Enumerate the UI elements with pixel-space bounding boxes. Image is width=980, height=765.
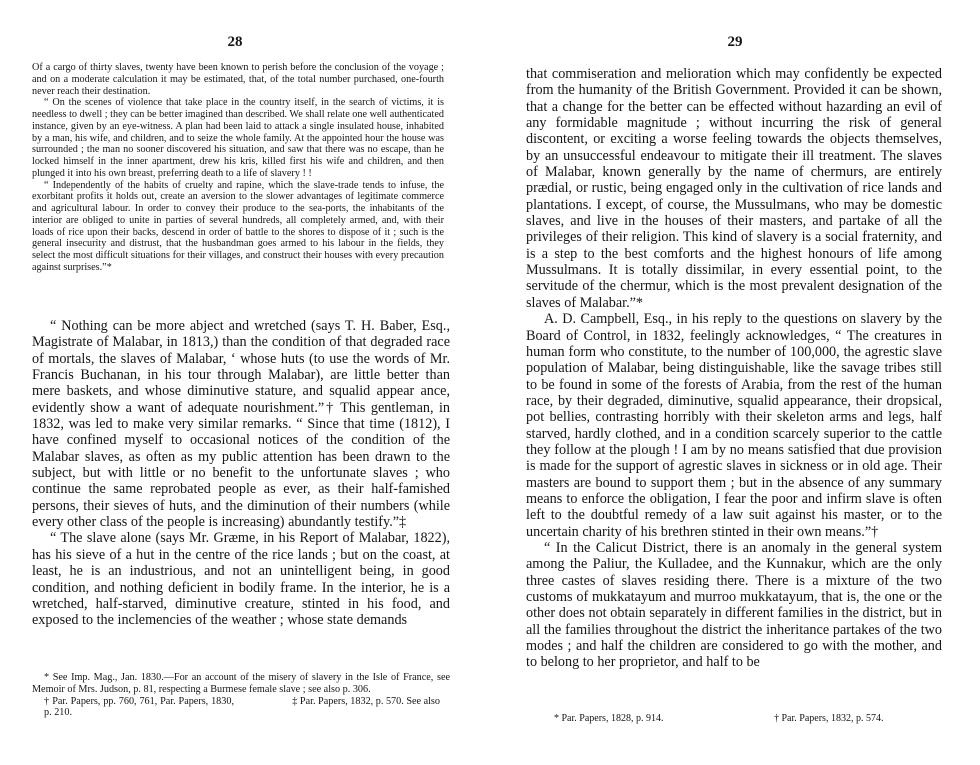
right-main-text <box>526 66 942 671</box>
footnote-dagger: † Par. Papers, pp. 760, 761, Par. Papers, 1830, p. 210. <box>44 695 234 719</box>
footnote-dagger: † Par. Papers, 1832, p. 574. <box>774 713 884 724</box>
paragraph: “ On the scenes of violence that take place in the country itself, in the search of victims, it is needless to dwell ; they can be better imagined than described. We shall relate one well authenticated instance, given by an eye-witness. A plan had been laid to attack a single insulated house, inhabited by a man, his wife, and children, and to seize the whole family. At the appointed hour the house was surrounded ; the man no sooner discovered his situation, and saw that there was no escape, than he locked himself in the inner apartment, drew his kris, killed first his wife and children, and then plunged it into his own breast, preferring death to a life of slavery ! ! <box>32 97 444 179</box>
footnote-star: * See Imp. Mag., Jan. 1830.—For an account of the misery of slavery in the Isle of France, see Memoir of Mrs. Judson, p. 81, respecting a Burmese female slave ; see also p. 306. <box>32 672 450 695</box>
footnote-line <box>32 696 450 720</box>
paragraph: A. D. Campbell, Esq., in his reply to the questions on slavery by the Board of Control, in 1832, feelingly acknowledges, “ The creatures in human form who constitute, to the number of 100,000, the agrestic slave population of Malabar, being distinguishable, like the savage tribes still to be found in some of the forests of Arabia, from the rest of the human race, by their degraded, diminutive, squalid appearance, their dropsical, pot bellies, contrasting horribly with their skeleton arms and legs, half starved, hardly clothed, and in a condition scarcely superior to the cattle they follow at the plough ! I am by no means satisfied that due provision is made for the support of agrestic slaves in sickness or in old age. Their masters are bound to support them ; but in the absence of any summary means to enforce the obligation, I fear the poor and infirm slave is often left to the doubtful remedy of a law suit against his master, or to the uncertain charity of his brethren stinted in their own means.”† <box>526 311 942 540</box>
left-main-text <box>32 318 450 629</box>
paragraph: Of a cargo of thirty slaves, twenty have been known to perish before the conclusion of the voyage ; and on a moderate calculation it may be estimated, that, of the total number purchased, one-fourth never reach their destination. <box>32 62 444 97</box>
right-page <box>490 0 980 765</box>
paragraph: “ Independently of the habits of cruelty and rapine, which the slave-trade tends to infuse, the exorbitant profits it holds out, create an aversion to the slower advantages of legitimate commerce and agricultural labour. In order to convey their produce to the sea-ports, the inhabitants of the interior are obliged to unite in parties of several hundreds, all completely armed, and, with their loads of rice upon their backs, descend in order of battle to the shores to dispose of it ; such is the general insecurity and distrust, that the husbandman goes armed to his labour in the fields, they select the most difficult situations for their villages, and construct their houses with every precaution against surprises.”* <box>32 179 444 273</box>
left-footnotes <box>32 672 450 719</box>
footnote-star: * Par. Papers, 1828, p. 914. <box>554 713 664 724</box>
paragraph: “ In the Calicut District, there is an anomaly in the general system among the Paliur, the Kulladee, and the Kunnakur, which are the only three castes of slaves residing there. There is a mixture of the two customs of mukkatayum and murroo mukkatayum, that is, the one or the other does not obtain separately in different families in the district, but in all the families throughout the district the inheritance partakes of the two modes ; and half the children are considered to go with the mother, and to belong to her proprietor, and half to be <box>526 539 942 671</box>
left-quoted-extract <box>32 62 444 274</box>
right-page-number: 29 <box>727 34 743 50</box>
paragraph: that commiseration and melioration which may confidently be expected from the humanity of the British Government. Provided it can be shown, that a change for the better can be effected without hazarding an evil of any formidable magnitude ; without incurring the risk of general discontent, or exciting a worse feeling towards the objects themselves, by an unsuccessful endeavour to mitigate their ill treatment. The slaves of Malabar, known generally by the name of chermurs, are entirely prædial, or rustic, being engaged only in the cultivation of rice lands and plantations. I except, of course, the Mussulmans, who may be domestic slaves, and live in the houses of their masters, and partake of all the privileges of their religion. This kind of slavery is a social fraternity, and is a step to the best comforts and the highest honours of life among Mussulmans. It is totally dissimilar, in every essential point, to the servitude of the chermur, which is the most prevalent designation of the slaves of Malabar.”* <box>526 66 942 311</box>
left-page-number: 28 <box>227 34 243 50</box>
footnote-double-dagger: ‡ Par. Papers, 1832, p. 570. See also <box>292 695 440 707</box>
right-footnotes <box>554 713 954 724</box>
paragraph: “ Nothing can be more abject and wretched (says T. H. Baber, Esq., Magistrate of Malabar, in 1813,) than the condition of that degraded race of mortals, the slaves of Malabar, ‘ whose huts (to use the words of Mr. Francis Buchanan, in his tour through Malabar), are little better than mere baskets, and whose diminutive stature, and squalid appear ance, evidently show a want of adequate nourishment.”† This gentleman, in 1832, was led to make very similar remarks. “ Since that time (1812), I have confined myself to occasional notices of the condition of the Malabar slaves, as often as my public attention has been drawn to the subject, but with little or no benefit to the unfortunate slaves ; who continue the same reprobated people as ever, as their half-famished persons, their sieves of huts, and the diminution of their numbers (while every other class of the people is increasing) abundantly testify.”‡ <box>32 318 450 531</box>
paragraph: “ The slave alone (says Mr. Græme, in his Report of Malabar, 1822), has his sieve of a hut in the centre of the rice lands ; but on the coast, at least, he is an industrious, and not an unintelligent being, in good condition, and nothing deficient in bodily frame. In the interior, he is a wretched, half-starved, diminutive creature, stinted in his food, and exposed to the inclemencies of the weather ; whose state demands <box>32 530 450 629</box>
